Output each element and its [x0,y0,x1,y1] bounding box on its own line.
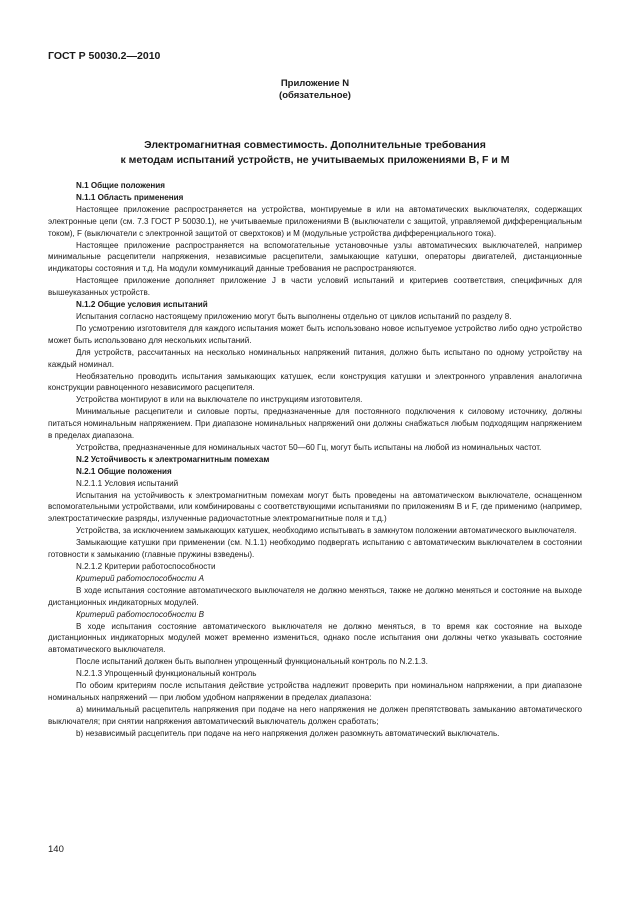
paragraph: В ходе испытания состояние автоматического выключателя не должно меняться, в то время как состояние на выходе дистанционных индикаторных модулей может временно измениться, однако после испытания они должны четко указывать состояние автоматического выключателя. [48,621,582,655]
paragraph: N.2.1.2 Критерии работоспособности [76,562,216,571]
paragraph: Устройства, за исключением замыкающих катушек, необходимо испытывать в замкнутом положении автоматического выключателя. [76,526,577,536]
paragraph: Необязательно проводить испытания замыкающих катушек, если конструкция катушки и электронного управления аналогична конструкции равноценного независимого расцепителя. [48,371,582,393]
section-title-line-1: Электромагнитная совместимость. Дополнительные требования [144,139,486,151]
criterion-heading: Критерий работоспособности B [76,609,204,619]
paragraph: Настоящее приложение дополняет приложение J в части условий испытаний и критериев соответствия, специфичных для вышеуказанных устройств. [48,276,582,298]
subsection-heading: N.2 Устойчивость к электромагнитным помехам [76,454,270,464]
subsection-heading: N.1 Общие положения [76,181,165,190]
annex-status: (обязательное) [279,90,351,101]
paragraph: Настоящее приложение распространяется на вспомогательные установочные узлы автоматических выключателей, например минимальные расцепители напряжения, независимые расцепители, замыкающие катушки, операторы двигателей, дистанционные индикаторы состояния и т.д. На модули коммуникаций данные требования не распространяются. [48,240,582,274]
paragraph: После испытаний должен быть выполнен упрощенный функциональный контроль по N.2.1.3. [76,657,428,667]
criterion-heading: Критерий работоспособности A [76,573,204,583]
paragraph: a) минимальный расцепитель напряжения при подаче на него напряжения не должен препятствовать замыканию автоматического выключателя; при снятии напряжения автоматический выключатель должен сработать; [48,704,582,726]
subsection-heading: N.2.1 Общие положения [76,466,172,476]
document-code: ГОСТ Р 50030.2—2010 [48,50,161,62]
annex-heading [0,78,630,102]
paragraph: Устройства монтируют в или на выключателе по инструкциям изготовителя. [76,395,363,405]
paragraph: Замыкающие катушки при применении (см. N.1.1) необходимо подвергать испытанию с автоматическим выключателем в состоянии готовности к замыканию (главные пружины взведены). [48,538,582,560]
paragraph: Устройства, предназначенные для номинальных частот 50—60 Гц, могут быть испытаны на любой из номинальных частот. [76,442,542,452]
annex-title: Приложение N [280,78,350,89]
paragraph: По усмотрению изготовителя для каждого испытания может быть использовано новое испытуемое устройство либо одно устройство может быть использовано для нескольких испытаний. [48,323,582,345]
paragraph: b) независимый расцепитель при подаче на него напряжения должен разомкнуть автоматический выключатель. [76,728,500,738]
page-number: 140 [48,844,64,855]
subsection-heading: N.1.1 Область применения [76,192,184,202]
paragraph: N.2.1.1 Условия испытаний [76,478,179,488]
paragraph: В ходе испытания состояние автоматического выключателя не должно меняться, также не должно меняться и состояние на выходе дистанционных индикаторных модулей. [48,585,582,607]
paragraph: Настоящее приложение распространяется на устройства, монтируемые в или на автоматических выключателях, содержащих электронные цепи (см. 7.3 ГОСТ Р 50030.1), не учитываемые приложениями B (выключатели с защитой, управляемой дифференциальным током), F (выключатели с электронной защитой от сверхтоков) и M (модульные устройства дифференциального тока). [48,204,582,238]
document-body [48,180,582,740]
paragraph: Испытания согласно настоящему приложению могут быть выполнены отдельно от циклов испытаний по разделу 8. [76,311,512,321]
subsection-heading: N.1.2 Общие условия испытаний [76,300,208,310]
section-title [0,138,630,168]
section-title-line-2: к методам испытаний устройств, не учитываемых приложениями B, F и M [120,154,510,166]
paragraph: N.2.1.3 Упрощенный функциональный контроль [76,669,257,679]
paragraph: Минимальные расцепители и силовые порты, предназначенные для постоянного подключения к силовому источнику, должны питаться номинальным напряжением. При диапазоне номинальных напряжений они должны снабжаться любым подходящим напряжением в пределах диапазона. [48,407,582,441]
paragraph: Для устройств, рассчитанных на несколько номинальных напряжений питания, должно быть испытано по одному устройству на каждый номинал. [48,347,582,369]
paragraph: По обоим критериям после испытания действие устройства надлежит проверить при номинальном напряжении, а при диапазоне номинальных напряжений — при любом удобном напряжении в пределах диапазона: [48,681,582,702]
paragraph: Испытания на устойчивость к электромагнитным помехам могут быть проведены на автоматическом выключателе, оснащенном вспомогательными устройствами, или комбинированы с соответствующими испытаниями по приложениям B и F, где применимо (например, электростатические разряды, излученные радиочастотные электромагнитные поля и т.д.) [48,490,582,524]
